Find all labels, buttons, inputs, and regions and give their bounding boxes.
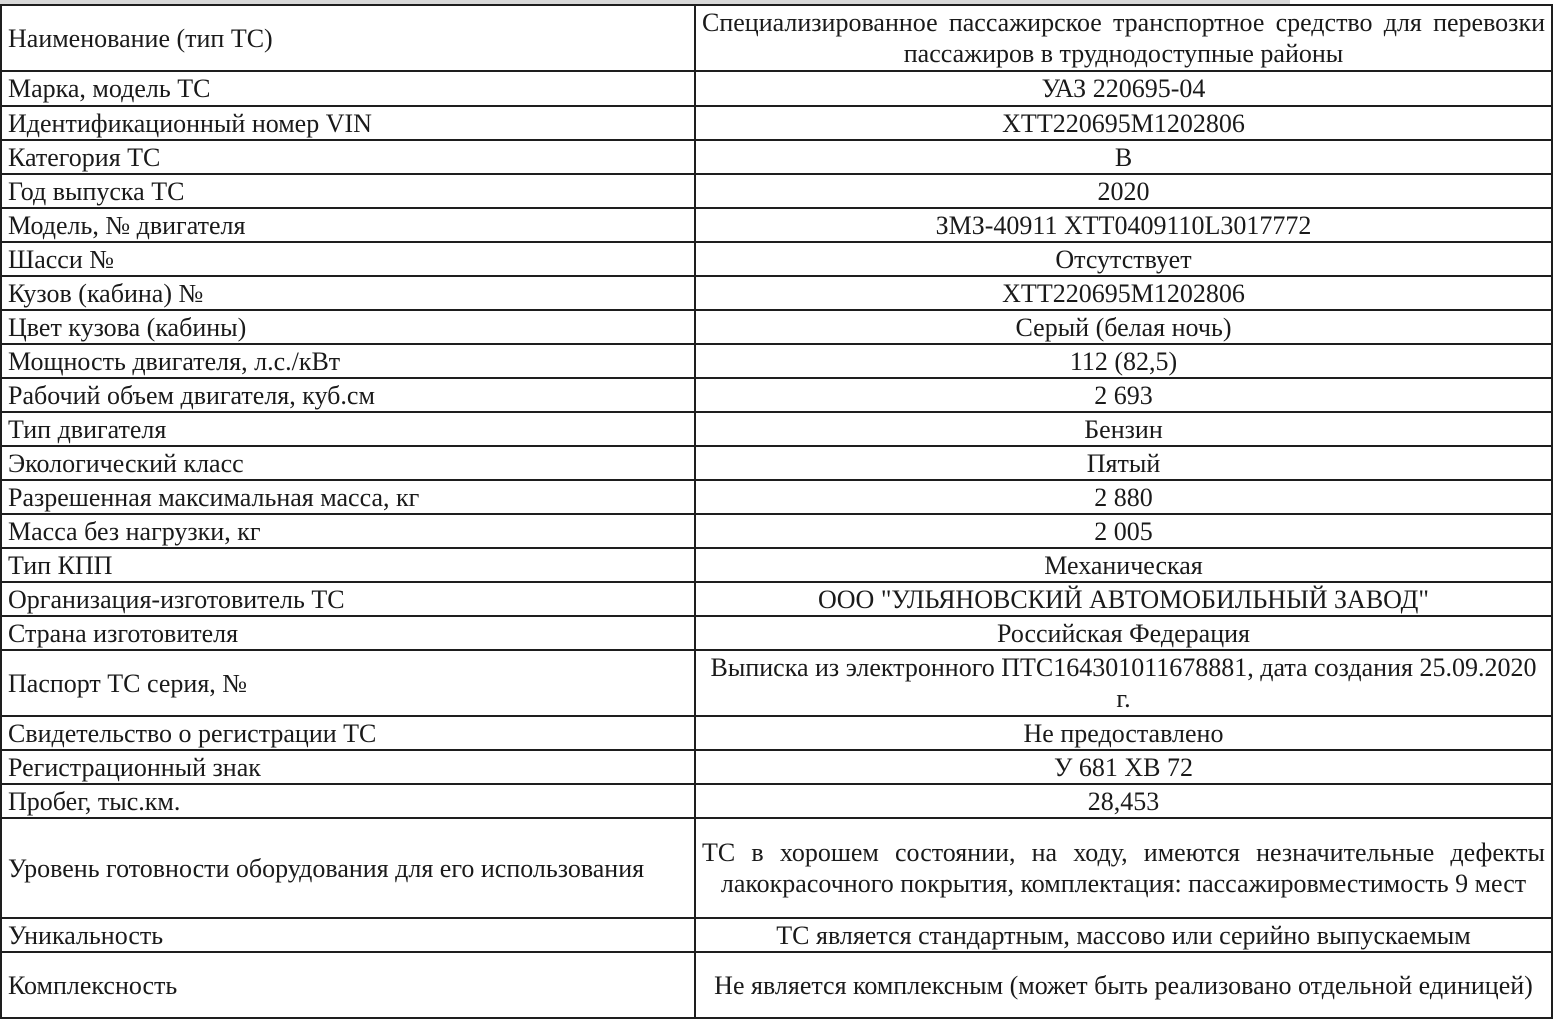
row-value: ТС в хорошем состоянии, на ходу, имеются незначительные дефекты лакокрасочного покрытия, комплектация: пассажировместимость 9 мест	[695, 818, 1552, 918]
row-label: Уникальность	[1, 918, 695, 952]
row-value: Пятый	[695, 446, 1552, 480]
row-value: 28,453	[695, 784, 1552, 818]
table-row	[1, 310, 1552, 344]
table-row	[1, 650, 1552, 716]
table-row	[1, 5, 1552, 71]
table-row	[1, 140, 1552, 174]
row-value: 2 693	[695, 378, 1552, 412]
row-label: Тип КПП	[1, 548, 695, 582]
row-label: Год выпуска ТС	[1, 174, 695, 208]
row-label: Модель, № двигателя	[1, 208, 695, 242]
table-row	[1, 242, 1552, 276]
table-row	[1, 784, 1552, 818]
table-row	[1, 514, 1552, 548]
row-value: ХТТ220695М1202806	[695, 106, 1552, 140]
table-row	[1, 952, 1552, 1018]
row-label: Марка, модель ТС	[1, 71, 695, 106]
table-row	[1, 716, 1552, 750]
row-label: Масса без нагрузки, кг	[1, 514, 695, 548]
row-value: Серый (белая ночь)	[695, 310, 1552, 344]
row-value: Не предоставлено	[695, 716, 1552, 750]
row-label: Тип двигателя	[1, 412, 695, 446]
table-row	[1, 208, 1552, 242]
row-value: Российская Федерация	[695, 616, 1552, 650]
table-row	[1, 446, 1552, 480]
table-row	[1, 174, 1552, 208]
table-row	[1, 378, 1552, 412]
row-label: Пробег, тыс.км.	[1, 784, 695, 818]
table-row	[1, 480, 1552, 514]
table-row	[1, 106, 1552, 140]
table-row	[1, 616, 1552, 650]
row-value: 2 880	[695, 480, 1552, 514]
row-label: Организация-изготовитель ТС	[1, 582, 695, 616]
row-label: Наименование (тип ТС)	[1, 5, 695, 71]
table-row	[1, 750, 1552, 784]
row-value: Выписка из электронного ПТС164301011678881, дата создания 25.09.2020 г.	[695, 650, 1552, 716]
row-label: Паспорт ТС серия, №	[1, 650, 695, 716]
row-label: Регистрационный знак	[1, 750, 695, 784]
row-label: Уровень готовности оборудования для его использования	[1, 818, 695, 918]
row-value: ЗМЗ-40911 ХТТ0409110L3017772	[695, 208, 1552, 242]
row-value: Отсутствует	[695, 242, 1552, 276]
row-value: У 681 ХВ 72	[695, 750, 1552, 784]
table-row	[1, 582, 1552, 616]
row-label: Свидетельство о регистрации ТС	[1, 716, 695, 750]
row-value: 112 (82,5)	[695, 344, 1552, 378]
row-label: Категория ТС	[1, 140, 695, 174]
row-value: Механическая	[695, 548, 1552, 582]
row-value: 2 005	[695, 514, 1552, 548]
row-value: Специализированное пассажирское транспортное средство для перевозки пассажиров в труднодоступные районы	[695, 5, 1552, 71]
row-label: Экологический класс	[1, 446, 695, 480]
table-row	[1, 344, 1552, 378]
table-row	[1, 548, 1552, 582]
row-label: Идентификационный номер VIN	[1, 106, 695, 140]
row-label: Страна изготовителя	[1, 616, 695, 650]
row-value: Не является комплексным (может быть реализовано отдельной единицей)	[695, 952, 1552, 1018]
row-label: Мощность двигателя, л.с./кВт	[1, 344, 695, 378]
row-value: 2020	[695, 174, 1552, 208]
row-label: Цвет кузова (кабины)	[1, 310, 695, 344]
row-label: Рабочий объем двигателя, куб.см	[1, 378, 695, 412]
row-label: Разрешенная максимальная масса, кг	[1, 480, 695, 514]
row-value: ХТТ220695М1202806	[695, 276, 1552, 310]
row-value: В	[695, 140, 1552, 174]
row-value: ООО "УЛЬЯНОВСКИЙ АВТОМОБИЛЬНЫЙ ЗАВОД"	[695, 582, 1552, 616]
table-row	[1, 918, 1552, 952]
row-label: Шасси №	[1, 242, 695, 276]
row-value: ТС является стандартным, массово или серийно выпускаемым	[695, 918, 1552, 952]
table-row	[1, 276, 1552, 310]
table-row	[1, 412, 1552, 446]
vehicle-spec-table	[0, 4, 1553, 1019]
row-value: Бензин	[695, 412, 1552, 446]
row-value: УАЗ 220695-04	[695, 71, 1552, 106]
table-row	[1, 818, 1552, 918]
row-label: Кузов (кабина) №	[1, 276, 695, 310]
table-row	[1, 71, 1552, 106]
row-label: Комплексность	[1, 952, 695, 1018]
